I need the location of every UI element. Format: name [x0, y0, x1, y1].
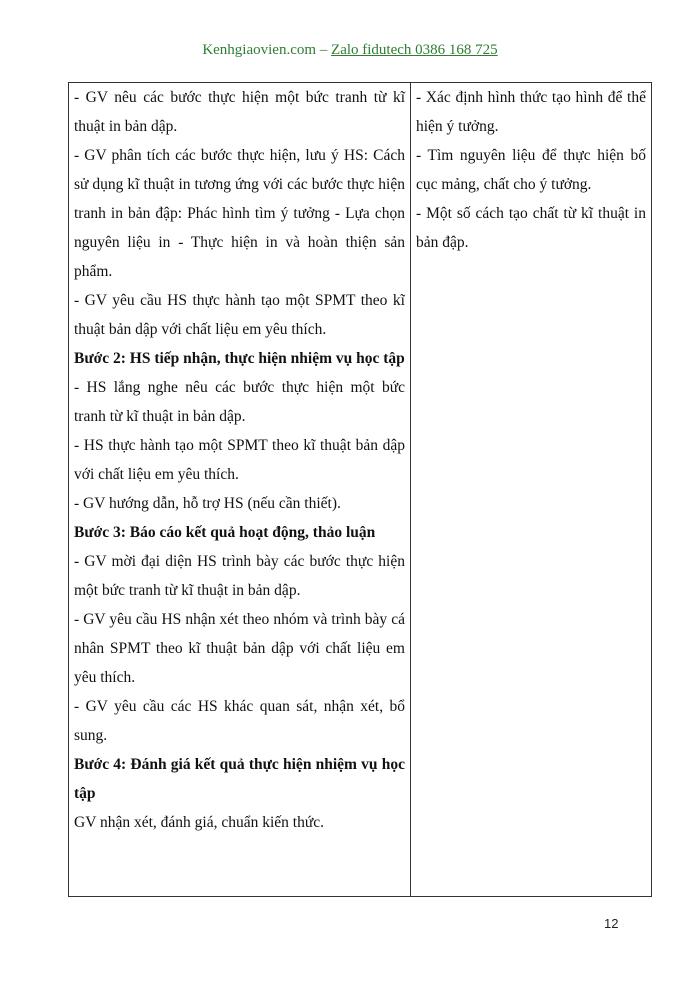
right-column-cell: [411, 83, 652, 897]
paragraph: - GV phân tích các bước thực hiện, lưu ý HS: Cách sử dụng kĩ thuật in tương ứng với các bước thực hiện tranh in bản đập: Phác hình tìm ý tưởng - Lựa chọn nguyên liệu in - Thực hiện in và hoàn thiện sản phẩm.: [74, 147, 405, 280]
paragraph: GV nhận xét, đánh giá, chuẩn kiến thức.: [74, 814, 325, 831]
step-heading: Bước 4: Đánh giá kết quả thực hiện nhiệm vụ học tập: [74, 756, 405, 802]
paragraph: - GV yêu cầu các HS khác quan sát, nhận xét, bổ sung.: [74, 698, 405, 744]
paragraph: - Xác định hình thức tạo hình để thể hiện ý tưởng.: [416, 89, 646, 135]
table-row: [69, 83, 652, 897]
lesson-table: [68, 82, 652, 897]
step-heading: Bước 3: Báo cáo kết quả hoạt động, thảo luận: [74, 524, 376, 541]
step-heading: Bước 2: HS tiếp nhận, thực hiện nhiệm vụ học tập: [74, 350, 405, 367]
page-header: [0, 42, 700, 59]
paragraph: - GV yêu cầu HS nhận xét theo nhóm và trình bày cá nhân SPMT theo kĩ thuật bản dập với chất liệu em yêu thích.: [74, 611, 405, 686]
paragraph: - Tìm nguyên liệu để thực hiện bố cục mảng, chất cho ý tưởng.: [416, 147, 646, 193]
paragraph: - GV hướng dẫn, hỗ trợ HS (nếu cần thiết).: [74, 495, 341, 512]
paragraph: - HS thực hành tạo một SPMT theo kĩ thuật bản dập với chất liệu em yêu thích.: [74, 437, 405, 483]
paragraph: - Một số cách tạo chất từ kĩ thuật in bản đập.: [416, 205, 646, 251]
header-separator: –: [316, 42, 332, 58]
paragraph: - HS lắng nghe nêu các bước thực hiện một bức tranh từ kĩ thuật in bản dập.: [74, 379, 405, 425]
paragraph: - GV nêu các bước thực hiện một bức tranh từ kĩ thuật in bản dập.: [74, 89, 405, 135]
paragraph: - GV mời đại diện HS trình bày các bước thực hiện một bức tranh từ kĩ thuật in bản dập.: [74, 553, 405, 599]
site-name[interactable]: Kenhgiaovien.com: [202, 42, 317, 58]
page-number: 12: [604, 916, 619, 931]
paragraph: - GV yêu cầu HS thực hành tạo một SPMT theo kĩ thuật bản dập với chất liệu em yêu thích.: [74, 292, 405, 338]
left-column-cell: [69, 83, 411, 897]
zalo-link[interactable]: Zalo fidutech 0386 168 725: [331, 42, 498, 58]
